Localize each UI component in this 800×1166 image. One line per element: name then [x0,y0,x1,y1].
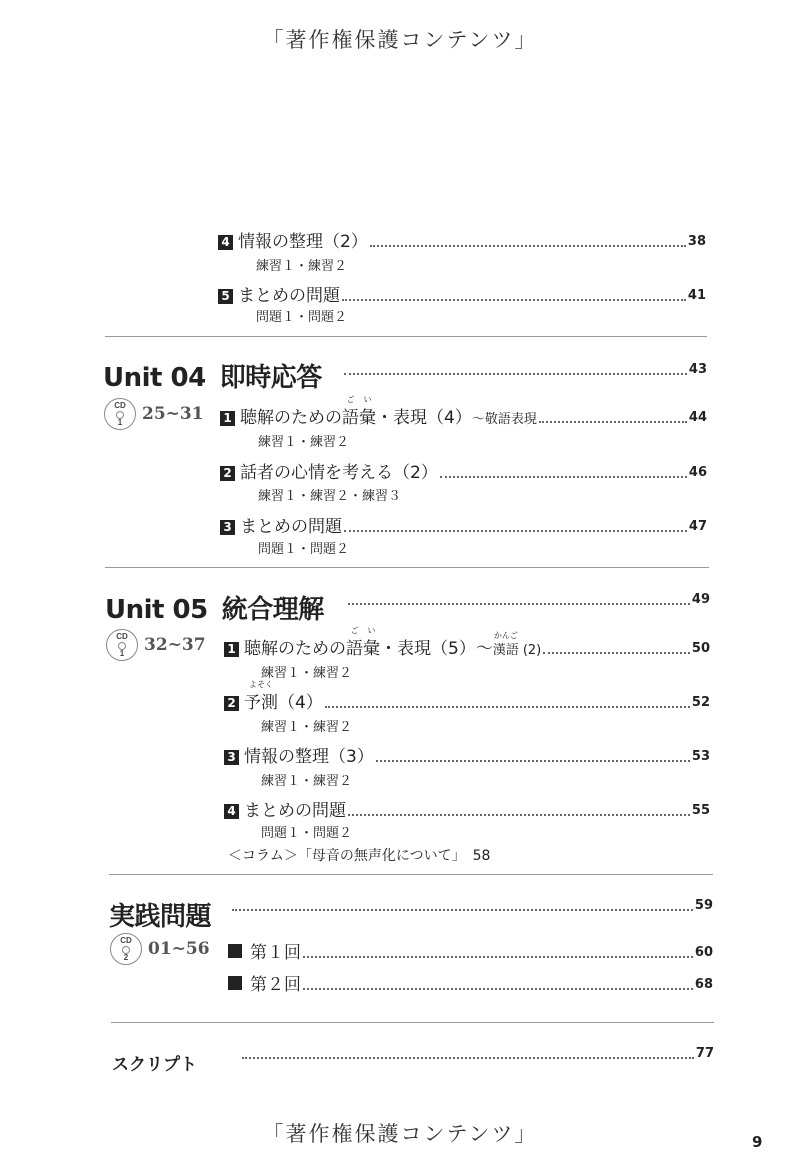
toc-entry[interactable] [220,458,707,483]
item-number: 4 [224,804,239,819]
item-number: 2 [220,466,235,481]
unit-label: Unit 05 [105,595,208,625]
cd-tracks: 25~31 [142,404,204,424]
leader-dots [348,814,690,816]
leader-dots [543,652,690,654]
entry-title: 5 まとめの問題 [218,281,340,306]
entry-subtitle: 練習１・練習２ [256,259,348,274]
toc-entry[interactable] [224,742,710,767]
page-ref: 55 [691,803,710,818]
page-ref: 60 [694,945,713,960]
section-divider [111,1022,714,1023]
cd-track-badge [110,933,210,965]
leader-dots [232,909,693,911]
square-bullet-icon [228,976,242,990]
page-ref: 50 [691,641,710,656]
entry-title: 2 予測 よそく （4） [224,688,323,713]
unit-heading [103,357,322,394]
unit-title: 即時応答 [219,363,322,393]
toc-entry[interactable] [224,796,710,821]
toc-entry[interactable] [224,626,710,659]
furigana: よそく [249,680,273,689]
leader-dots [344,530,687,532]
entry-subtitle: 練習１・練習２ [261,720,353,735]
item-number: 1 [220,411,235,426]
square-bullet-icon [228,944,242,958]
entry-title: 第２回 [228,970,301,995]
item-number: 2 [224,696,239,711]
cd-icon: CD 1 [104,398,136,430]
leader-dots [342,299,686,301]
entry-title: 第１回 [228,938,301,963]
unit-heading [105,589,324,626]
page-ref: 59 [694,898,713,913]
cd-tracks: 01~56 [148,939,210,959]
furigana: ご [346,395,355,404]
entry-subtitle: 問題１・問題２ [256,310,348,325]
page-ref: 47 [688,519,707,534]
toc-entry[interactable] [342,362,707,380]
item-number: 3 [224,750,239,765]
leader-dots [376,760,690,762]
item-number: 1 [224,642,239,657]
page-ref: 52 [691,695,710,710]
section-title: 実践問題 [109,902,212,932]
toc-entry[interactable] [228,938,713,963]
furigana: ご [350,626,359,635]
watermark-top: 「著作権保護コンテンツ」 [262,28,538,52]
entry-subtitle: 練習１・練習２ [261,666,353,681]
page-ref: 77 [695,1046,714,1061]
leader-dots [303,956,693,958]
toc-entry[interactable] [220,395,707,428]
page-ref: 68 [694,977,713,992]
unit-label: Unit 04 [103,363,206,393]
leader-dots [539,421,687,423]
section-heading [109,896,211,933]
entry-title: 1 聴解のための語 ご 彙 い ・表現（4）〜敬語表現 [220,403,537,428]
entry-subtitle: 練習１・練習２ [261,774,353,789]
leader-dots [440,476,687,478]
page-number: 9 [752,1133,763,1151]
entry-subtitle: 問題１・問題２ [258,542,350,557]
toc-entry[interactable] [230,898,713,916]
page-ref: 38 [687,234,706,249]
column-note: ＜コラム＞「母音の無声化について」 58 [228,848,491,864]
section-divider [105,567,709,568]
script-title: スクリプト [112,1055,197,1075]
page-ref: 53 [691,749,710,764]
cd-icon: CD 1 [106,629,138,661]
entry-subtitle: 問題１・問題２ [261,826,353,841]
section-divider [105,336,707,337]
furigana: い [363,395,372,404]
entry-title: 1 聴解のための語 ご 彙 い ・表現（5）〜漢語 かんご (2) [224,634,541,659]
furigana: い [367,626,376,635]
item-number: 3 [220,520,235,535]
page-ref: 46 [688,465,707,480]
entry-subtitle: 練習１・練習２・練習３ [258,489,402,504]
section-divider [109,874,713,875]
leader-dots [325,706,690,708]
toc-entry[interactable] [218,281,706,306]
leader-dots [242,1057,694,1059]
item-number: 5 [218,289,233,304]
leader-dots [348,603,690,605]
entry-title: 2 話者の心情を考える（2） [220,458,438,483]
entry-title: 4 まとめの問題 [224,796,346,821]
cd-icon: CD 2 [110,933,142,965]
watermark-bottom: 「著作権保護コンテンツ」 [262,1122,538,1146]
furigana: かんご [493,631,518,640]
page-ref: 43 [688,362,707,377]
page-ref: 44 [688,410,707,425]
unit-title: 統合理解 [221,595,324,625]
leader-dots [303,988,693,990]
toc-entry[interactable] [240,1046,714,1064]
item-number: 4 [218,235,233,250]
leader-dots [344,373,687,375]
toc-entry[interactable] [228,970,713,995]
cd-track-badge [104,398,204,430]
entry-subtitle: 練習１・練習２ [258,435,350,450]
cd-track-badge [106,629,206,661]
toc-entry[interactable] [220,512,707,537]
page-ref: 41 [687,288,706,303]
cd-tracks: 32~37 [144,635,206,655]
entry-title: 3 まとめの問題 [220,512,342,537]
page-ref: 49 [691,592,710,607]
entry-title: 4 情報の整理（2） [218,227,368,252]
leader-dots [370,245,686,247]
toc-entry[interactable] [224,680,710,713]
entry-title: 3 情報の整理（3） [224,742,374,767]
toc-entry[interactable] [346,592,710,610]
toc-entry[interactable] [218,227,706,252]
